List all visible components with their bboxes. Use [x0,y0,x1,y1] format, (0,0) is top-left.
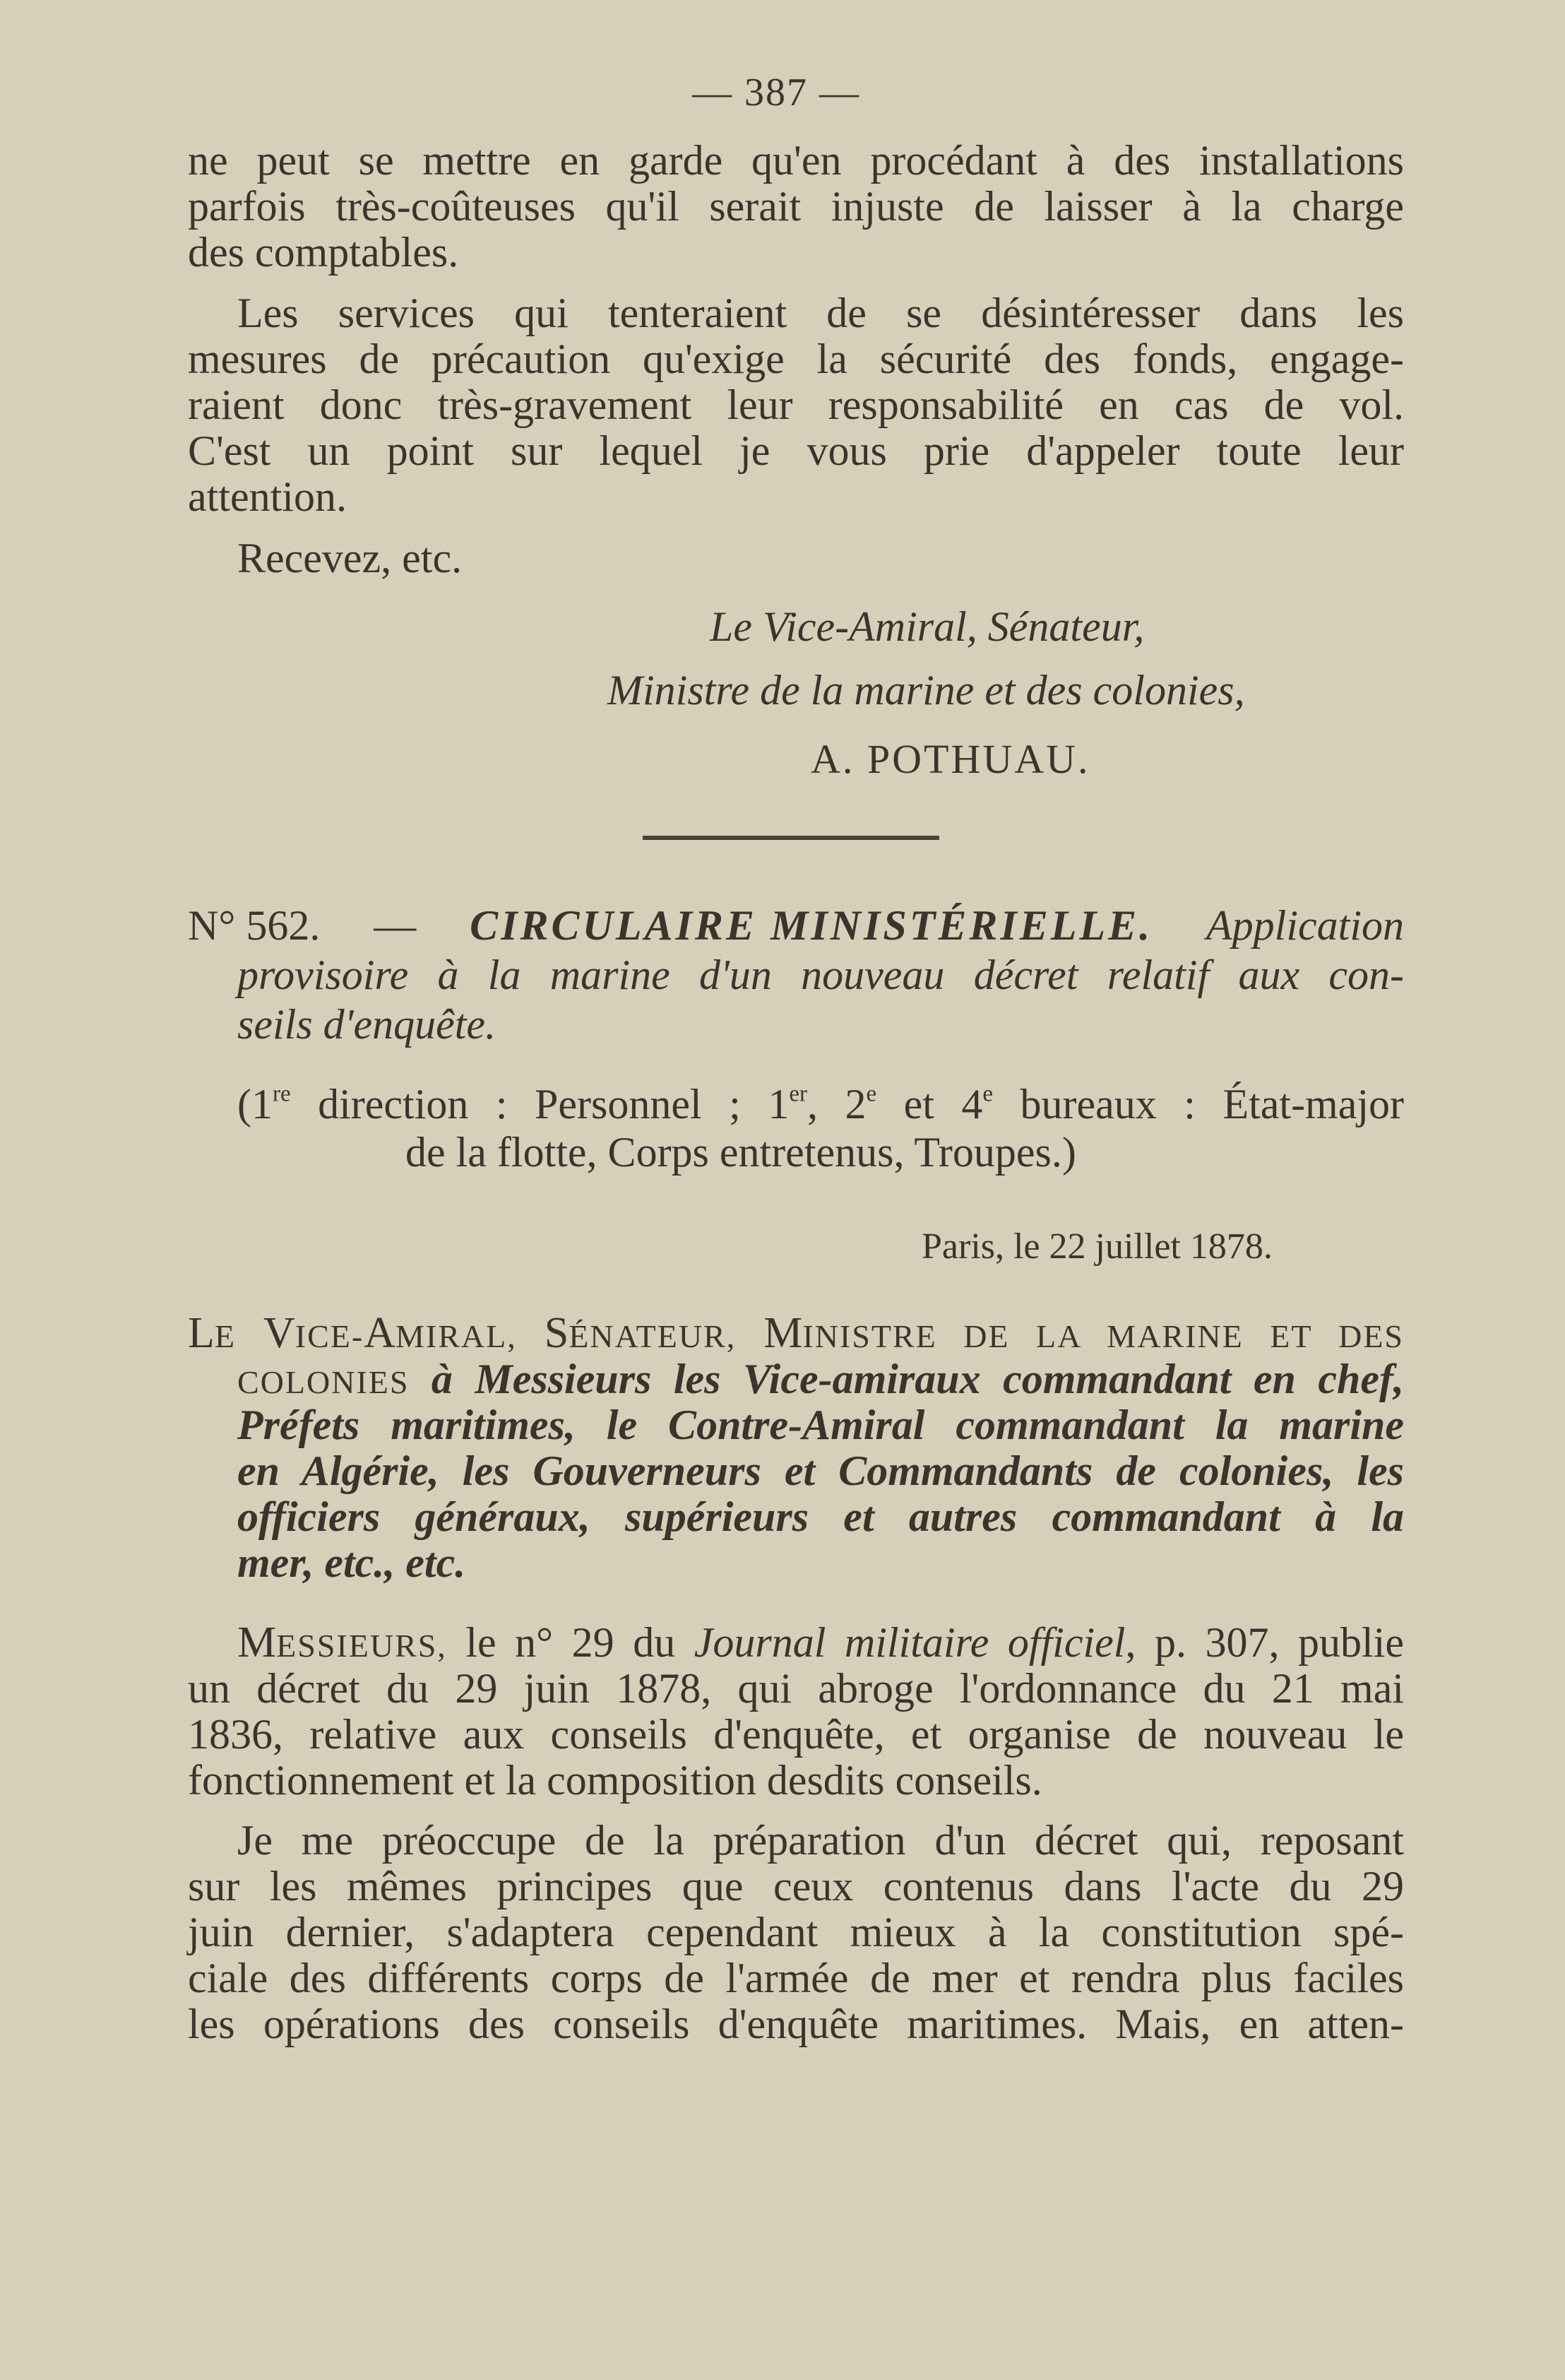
circular-subject: Application [1206,902,1404,949]
ordinal: 2 [845,1081,867,1127]
direction-text: et [876,1081,962,1127]
direction-line: de la flotte, Corps entretenus, Troupes.) [405,1129,1076,1176]
text-line: des comptables. [188,229,459,276]
address-recipients: à Messieurs les Vice-amiraux commandant en chef, [431,1356,1404,1402]
body-line: Je me préoccupe de la préparation d'un décret qui, reposant [237,1817,1404,1864]
body-line: sur les mêmes principes que ceux contenus dans l'acte du 29 [188,1863,1404,1910]
page-number: — 387 — [692,71,860,114]
small-caps-initial: M [237,1618,277,1666]
small-caps-text: ÉNATEUR, [569,1318,737,1354]
text-line: C'est un point sur lequel je vous prie d'appeler toute leur [188,427,1404,474]
ordinal: 1 [251,1081,273,1127]
text-line: ne peut se mettre en garde qu'en procédant à des installations [188,137,1404,184]
text-line: raient donc très-gravement leur responsabilité en cas de vol. [188,381,1404,428]
direction-text: , [807,1081,845,1127]
body-line [237,1618,1404,1671]
circular-subject: seils d'enquête. [237,1001,496,1048]
direction-line [237,1079,1404,1129]
text-line: Les services qui tenteraient de se désintéresser dans les [237,290,1404,336]
small-caps-initial: A [364,1309,395,1357]
signature-name: A. POTHUAU. [811,736,1090,782]
body-line: fonctionnement et la composition desdits conseils. [188,1757,1042,1804]
paren: ( [237,1081,251,1127]
small-caps-initial: V [263,1309,295,1357]
address-line: Préfets maritimes, le Contre-Amiral commandant la marine [237,1402,1404,1448]
direction-text: bureaux : État-major [993,1081,1405,1127]
body-line: les opérations des conseils d'enquête maritimes. Mais, en atten- [188,2001,1404,2047]
ordinal-suffix: e [982,1081,994,1107]
text-line: attention. [188,473,347,520]
small-caps-text: ESSIEURS, [276,1628,447,1664]
ordinal: 1 [768,1081,790,1127]
small-caps-text: INISTRE DE LA MARINE ET DES [802,1318,1404,1354]
body-line: ciale des différents corps de l'armée de mer et rendra plus faciles [188,1955,1404,2001]
ordinal-suffix: e [866,1081,877,1107]
direction-text: direction : Personnel ; [290,1081,768,1127]
small-caps-text: E [214,1318,236,1354]
circular-heading [188,901,1404,950]
address-line: officiers généraux, supérieurs et autres commandant à la [237,1493,1404,1540]
small-caps-text: MIRAL, [395,1318,517,1354]
address-line: en Algérie, les Gouverneurs et Commandants de colonies, les [237,1447,1404,1494]
body-text: le n° 29 du [446,1619,694,1666]
body-text: , p. 307, publie [1125,1619,1405,1666]
ordinal: 4 [961,1081,983,1127]
circular-subject: provisoire à la marine d'un nouveau décret relatif aux con- [237,952,1404,998]
small-caps-initial: M [763,1309,803,1357]
small-caps-initial: L [188,1309,215,1357]
body-line: juin dernier, s'adaptera cependant mieux à la constitution spé- [188,1909,1404,1955]
text-line: parfois très-coûteuses qu'il serait injuste de laisser à la charge [188,183,1404,230]
body-line: un décret du 29 juin 1878, qui abroge l'ordonnance du 21 mai [188,1665,1404,1712]
journal-title: Journal militaire officiel [694,1619,1126,1666]
body-line: 1836, relative aux conseils d'enquête, et organise de nouveau le [188,1711,1404,1758]
signature-title: Le Vice-Amiral, Sénateur, [710,603,1145,650]
circular-date: Paris, le 22 juillet 1878. [922,1226,1273,1267]
ordinal-suffix: er [789,1081,807,1107]
ordinal-suffix: re [272,1081,291,1107]
circular-number: N° 562. [188,902,321,949]
address-line [237,1354,1404,1407]
address-line [188,1308,1404,1361]
small-caps-text: ICE- [294,1318,364,1354]
circular-title: CIRCULAIRE MINISTÉRIELLE. [470,902,1153,949]
small-caps-text: COLONIES [237,1364,410,1400]
heading-dash: — [374,902,417,949]
section-divider [643,836,939,840]
small-caps-initial: S [544,1309,569,1357]
signature-title: Ministre de la marine et des colonies, [607,667,1245,714]
text-line: mesures de précaution qu'exige la sécurité des fonds, engage- [188,336,1404,382]
address-line: mer, etc., etc. [237,1539,466,1586]
closing-formula: Recevez, etc. [237,535,463,581]
